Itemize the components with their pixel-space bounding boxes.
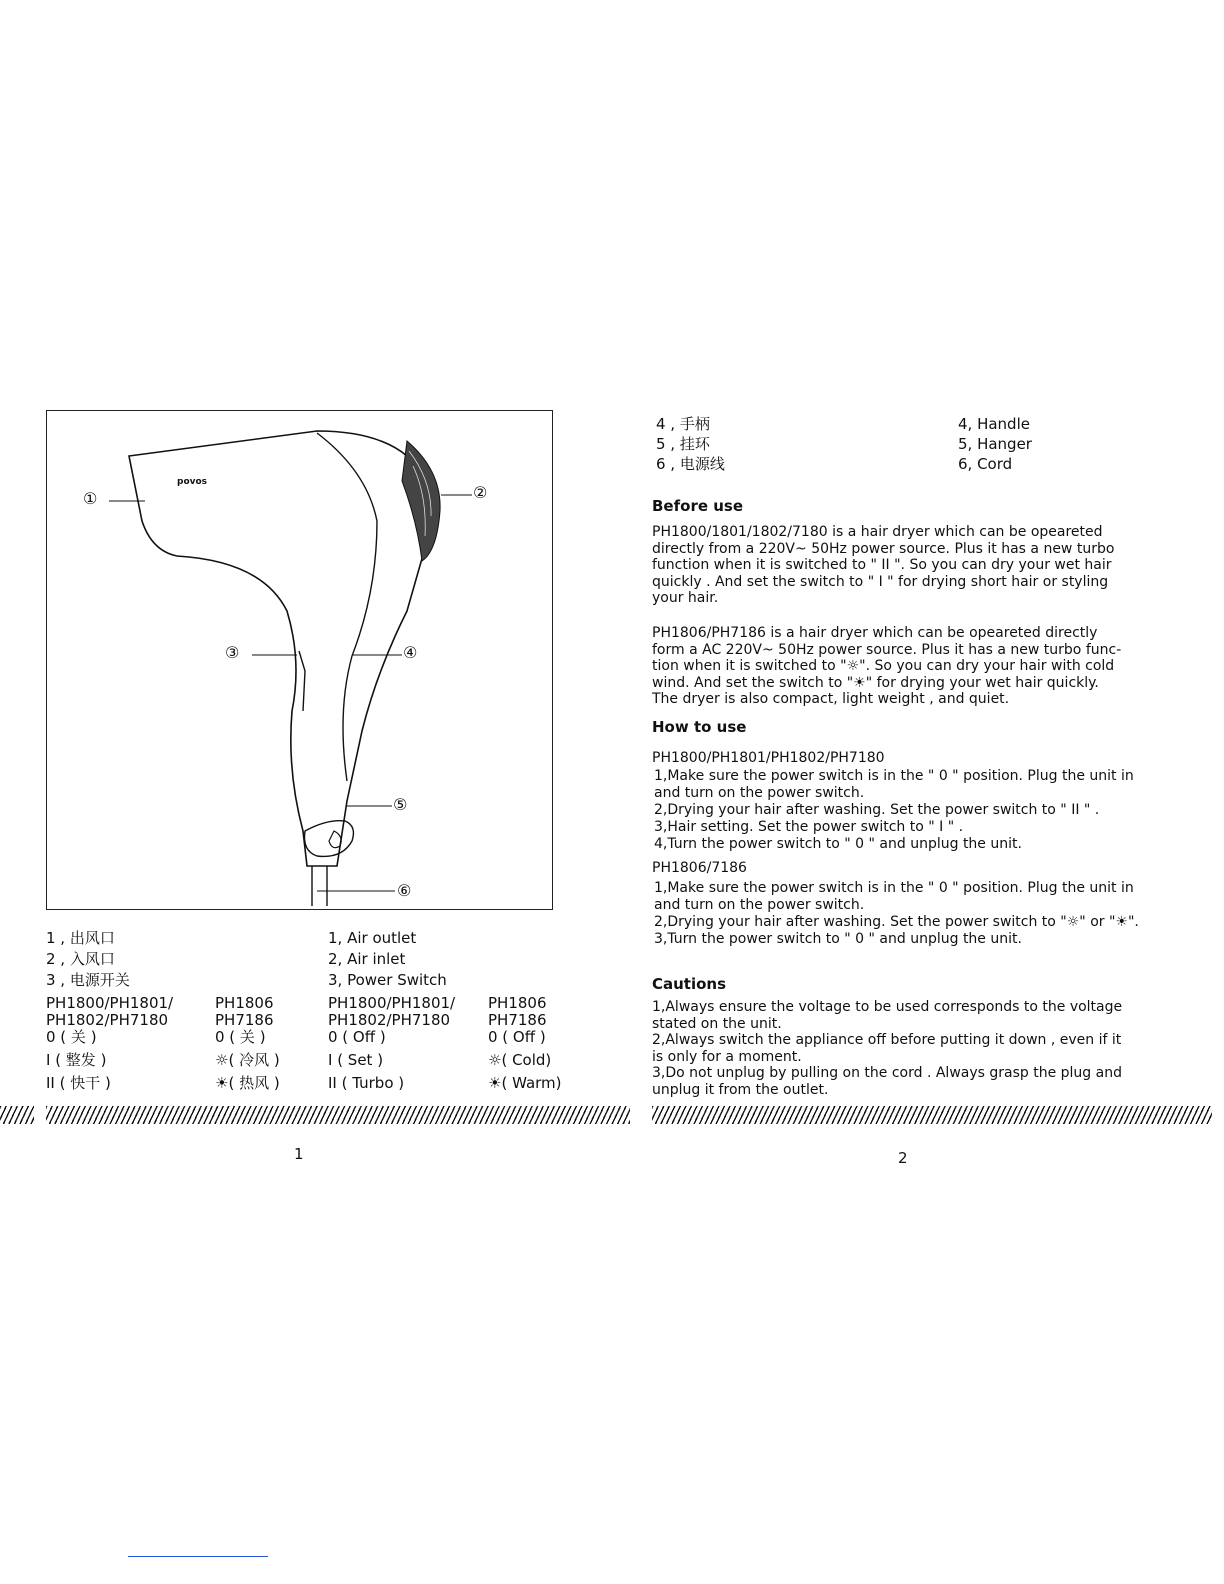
text-line: directly from a 220V~ 50Hz power source. Plus it has a new turbo [652, 540, 1115, 557]
list-item: 5 , 挂环 [656, 435, 710, 453]
text-line: 3,Hair setting. Set the power switch to " I " . [654, 819, 964, 835]
text-line: 2,Always switch the appliance off before putting it down , even if it [652, 1032, 1122, 1048]
parts-list-cn [46, 930, 130, 993]
list-item: 3, Power Switch [328, 971, 447, 989]
switch-table-en-col2 [488, 995, 562, 1092]
model-line-2: PH1806/7186 [652, 860, 747, 876]
table-cell: PH1806 [215, 994, 274, 1012]
table-cell: II ( 快干 ) [46, 1074, 111, 1092]
text-line: The dryer is also compact, light weight , and quiet. [652, 691, 1010, 707]
text-line: your hair. [652, 590, 719, 606]
page-number-2: 2 [898, 1149, 908, 1167]
text-line: and turn on the power switch. [654, 785, 865, 801]
callout-5: ⑤ [393, 795, 408, 814]
text-line: 1,Make sure the power switch is in the " 0 " position. Plug the unit in [654, 880, 1134, 896]
text-line: 1,Make sure the power switch is in the " 0 " position. Plug the unit in [654, 768, 1134, 784]
table-cell: PH1800/PH1801/ [46, 994, 174, 1012]
before-use-para1 [652, 524, 1114, 607]
list-item: 5, Hanger [958, 435, 1032, 453]
parts-list-cn-2 [656, 416, 725, 476]
table-cell: PH1800/PH1801/ [328, 994, 456, 1012]
hatch-bar-page2 [652, 1106, 1212, 1124]
table-cell: 0 ( Off ) [488, 1028, 546, 1046]
text-line: wind. And set the switch to "☀" for drying your wet hair quickly. [652, 674, 1099, 691]
text-line: function when it is switched to " II ". So you can dry your wet hair [652, 557, 1112, 573]
callout-2: ② [473, 483, 488, 502]
text-line: PH1800/1801/1802/7180 is a hair dryer which can be opeareted [652, 524, 1103, 540]
text-line: is only for a moment. [652, 1048, 802, 1065]
callout-4: ④ [403, 643, 418, 662]
text-line: 2,Drying your hair after washing. Set the power switch to "☼" or "☀". [654, 914, 1139, 930]
text-line: and turn on the power switch. [654, 897, 865, 913]
text-line: tion when it is switched to "☼". So you can dry your hair with cold [652, 658, 1115, 674]
hatch-bar-left-edge [0, 1106, 34, 1124]
text-line: 1,Always ensure the voltage to be used corresponds to the voltage [652, 999, 1123, 1015]
before-use-heading: Before use [652, 497, 744, 515]
table-cell: I ( 整发 ) [46, 1051, 107, 1069]
hatch-bar-page1 [46, 1106, 630, 1124]
bottom-link-line [128, 1556, 268, 1557]
parts-list-en [328, 930, 447, 993]
text-line: stated on the unit. [652, 1015, 782, 1032]
table-cell: PH7186 [215, 1011, 274, 1029]
list-item: 1, Air outlet [328, 929, 417, 947]
cautions-heading: Cautions [652, 975, 727, 993]
list-item: 6, Cord [958, 455, 1013, 473]
text-line: quickly . And set the switch to " I " for drying short hair or styling [652, 573, 1109, 590]
parts-list-en-2 [958, 416, 1032, 476]
table-cell: ☀( 热风 ) [215, 1074, 280, 1092]
steps-2 [654, 880, 1139, 948]
list-item: 1 , 出风口 [46, 929, 115, 947]
before-use-para2 [652, 625, 1121, 708]
text-line: unplug it from the outlet. [652, 1081, 829, 1098]
switch-table-cn-col1 [46, 995, 173, 1092]
list-item: 4, Handle [958, 415, 1030, 433]
cautions-list [652, 999, 1122, 1098]
list-item: 3 , 电源开关 [46, 971, 130, 989]
list-item: 6 , 电源线 [656, 455, 725, 473]
table-cell: 0 ( 关 ) [46, 1028, 97, 1046]
callout-1: ① [83, 489, 98, 508]
switch-table-cn-col2 [215, 995, 280, 1092]
table-cell: PH7186 [488, 1011, 547, 1029]
steps-1 [654, 768, 1134, 853]
callout-6: ⑥ [397, 881, 412, 900]
list-item: 2, Air inlet [328, 950, 406, 968]
table-cell: II ( Turbo ) [328, 1074, 405, 1092]
table-cell: ☀( Warm) [488, 1074, 562, 1092]
table-cell: ☼( 冷风 ) [215, 1051, 280, 1069]
air-inlet-mesh [402, 441, 440, 561]
text-line: form a AC 220V~ 50Hz power source. Plus it has a new turbo func- [652, 641, 1122, 658]
text-line: 4,Turn the power switch to " 0 " and unplug the unit. [654, 836, 1022, 852]
brand-logo: povos [177, 477, 208, 487]
text-line: 3,Turn the power switch to " 0 " and unplug the unit. [654, 931, 1022, 947]
table-cell: 0 ( Off ) [328, 1028, 386, 1046]
table-cell: PH1806 [488, 994, 547, 1012]
table-cell: I ( Set ) [328, 1051, 384, 1069]
text-line: PH1806/PH7186 is a hair dryer which can be opeareted directly [652, 625, 1098, 641]
switch-table-en-col1 [328, 995, 455, 1092]
how-to-use-heading: How to use [652, 718, 747, 736]
page-number-1: 1 [294, 1145, 304, 1163]
list-item: 2 , 入风口 [46, 950, 115, 968]
list-item: 4 , 手柄 [656, 415, 710, 433]
table-cell: 0 ( 关 ) [215, 1028, 266, 1046]
table-cell: ☼( Cold) [488, 1051, 552, 1069]
hair-dryer-figure [46, 410, 553, 910]
text-line: 2,Drying your hair after washing. Set the power switch to " II " . [654, 802, 1100, 818]
callout-3: ③ [225, 643, 240, 662]
text-line: 3,Do not unplug by pulling on the cord . Always grasp the plug and [652, 1065, 1122, 1081]
model-line-1: PH1800/PH1801/PH1802/PH7180 [652, 750, 885, 766]
table-cell: PH1802/PH7180 [328, 1011, 451, 1029]
table-cell: PH1802/PH7180 [46, 1011, 169, 1029]
